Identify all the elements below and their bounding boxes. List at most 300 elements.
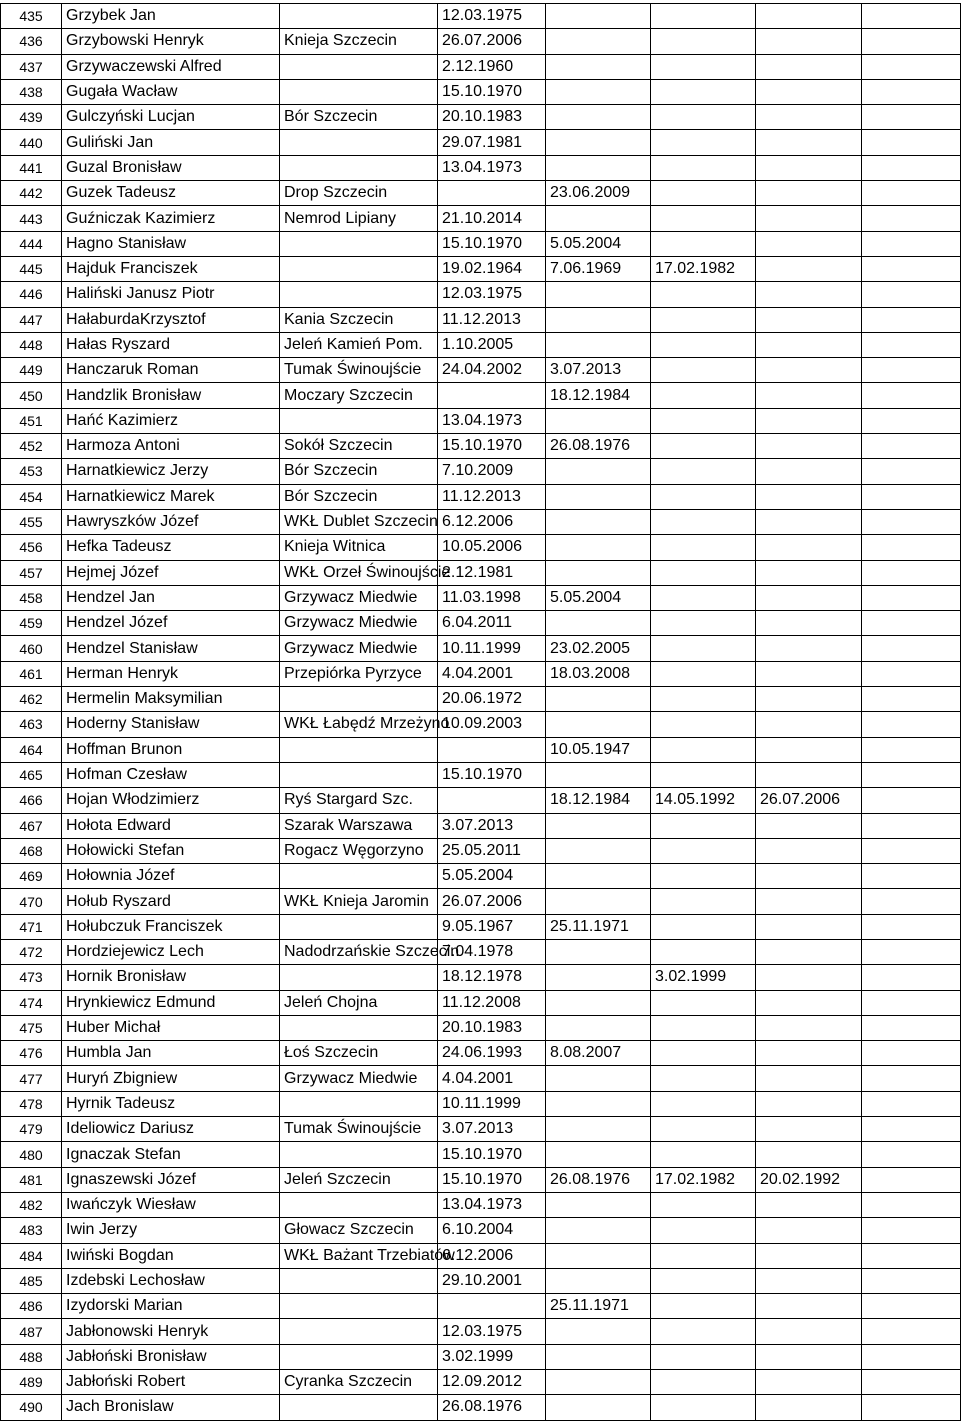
date-5-cell — [862, 889, 961, 914]
date-2-cell — [546, 1091, 651, 1116]
club-name-cell: Jeleń Szczecin — [280, 1167, 438, 1192]
member-name-cell: Herman Henryk — [62, 661, 280, 686]
date-2-cell: 7.06.1969 — [546, 256, 651, 281]
date-1-cell: 24.06.1993 — [438, 1041, 546, 1066]
row-number-cell: 471 — [1, 914, 62, 939]
date-3-cell — [651, 737, 756, 762]
member-name-cell: Hawryszków Józef — [62, 509, 280, 534]
date-4-cell — [756, 990, 862, 1015]
row-number-cell: 469 — [1, 864, 62, 889]
row-number-cell: 441 — [1, 155, 62, 180]
date-4-cell — [756, 585, 862, 610]
member-name-cell: Hołownia Józef — [62, 864, 280, 889]
date-1-cell: 15.10.1970 — [438, 79, 546, 104]
date-5-cell — [862, 1117, 961, 1142]
club-name-cell: Drop Szczecin — [280, 181, 438, 206]
date-1-cell: 26.08.1976 — [438, 1395, 546, 1420]
date-4-cell — [756, 307, 862, 332]
club-name-cell: Knieja Witnica — [280, 535, 438, 560]
table-row — [1, 864, 961, 889]
date-2-cell — [546, 459, 651, 484]
date-1-cell: 29.10.2001 — [438, 1268, 546, 1293]
date-2-cell — [546, 509, 651, 534]
club-name-cell: Nadodrzańskie Szczecin — [280, 939, 438, 964]
date-3-cell — [651, 1066, 756, 1091]
date-3-cell — [651, 484, 756, 509]
club-name-cell — [280, 762, 438, 787]
table-row — [1, 155, 961, 180]
table-row — [1, 636, 961, 661]
table-row — [1, 1268, 961, 1293]
date-4-cell — [756, 965, 862, 990]
row-number-cell: 485 — [1, 1268, 62, 1293]
member-name-cell: Hefka Tadeusz — [62, 535, 280, 560]
date-1-cell: 20.10.1983 — [438, 105, 546, 130]
date-5-cell — [862, 1344, 961, 1369]
row-number-cell: 458 — [1, 585, 62, 610]
date-3-cell — [651, 1319, 756, 1344]
date-2-cell — [546, 889, 651, 914]
member-name-cell: Hrynkiewicz Edmund — [62, 990, 280, 1015]
date-3-cell: 17.02.1982 — [651, 1167, 756, 1192]
date-4-cell — [756, 1192, 862, 1217]
row-number-cell: 475 — [1, 1015, 62, 1040]
date-5-cell — [862, 307, 961, 332]
date-5-cell — [862, 1268, 961, 1293]
table-row — [1, 408, 961, 433]
member-name-cell: Humbla Jan — [62, 1041, 280, 1066]
table-row — [1, 358, 961, 383]
table-row — [1, 965, 961, 990]
member-name-cell: HałaburdaKrzysztof — [62, 307, 280, 332]
date-3-cell — [651, 1117, 756, 1142]
date-1-cell: 12.03.1975 — [438, 4, 546, 29]
date-1-cell: 13.04.1973 — [438, 155, 546, 180]
date-1-cell: 26.07.2006 — [438, 29, 546, 54]
club-name-cell: Knieja Szczecin — [280, 29, 438, 54]
member-name-cell: Harnatkiewicz Marek — [62, 484, 280, 509]
date-2-cell: 18.03.2008 — [546, 661, 651, 686]
club-name-cell — [280, 1091, 438, 1116]
date-1-cell: 5.05.2004 — [438, 864, 546, 889]
date-2-cell: 10.05.1947 — [546, 737, 651, 762]
row-number-cell: 437 — [1, 54, 62, 79]
date-2-cell — [546, 54, 651, 79]
date-4-cell — [756, 1370, 862, 1395]
club-name-cell: Nemrod Lipiany — [280, 206, 438, 231]
row-number-cell: 436 — [1, 29, 62, 54]
date-4-cell — [756, 687, 862, 712]
date-1-cell: 12.09.2012 — [438, 1370, 546, 1395]
date-4-cell — [756, 155, 862, 180]
date-3-cell — [651, 535, 756, 560]
club-name-cell — [280, 155, 438, 180]
table-row — [1, 687, 961, 712]
date-5-cell — [862, 939, 961, 964]
date-4-cell — [756, 762, 862, 787]
member-name-cell: Hajduk Franciszek — [62, 256, 280, 281]
table-row — [1, 509, 961, 534]
date-4-cell — [756, 231, 862, 256]
club-name-cell — [280, 231, 438, 256]
date-2-cell: 26.08.1976 — [546, 1167, 651, 1192]
date-2-cell — [546, 484, 651, 509]
club-name-cell — [280, 864, 438, 889]
club-name-cell: WKŁ Łabędź Mrzeżyno — [280, 712, 438, 737]
member-name-cell: Iwiński Bogdan — [62, 1243, 280, 1268]
row-number-cell: 460 — [1, 636, 62, 661]
table-row — [1, 939, 961, 964]
club-name-cell — [280, 914, 438, 939]
row-number-cell: 438 — [1, 79, 62, 104]
date-2-cell: 3.07.2013 — [546, 358, 651, 383]
club-name-cell — [280, 1268, 438, 1293]
date-2-cell — [546, 4, 651, 29]
date-1-cell: 1.10.2005 — [438, 332, 546, 357]
date-4-cell — [756, 332, 862, 357]
date-5-cell — [862, 358, 961, 383]
date-1-cell: 2.12.1981 — [438, 560, 546, 585]
date-4-cell — [756, 864, 862, 889]
date-1-cell: 15.10.1970 — [438, 762, 546, 787]
date-4-cell — [756, 256, 862, 281]
date-2-cell — [546, 79, 651, 104]
date-4-cell — [756, 914, 862, 939]
date-3-cell — [651, 29, 756, 54]
club-name-cell — [280, 4, 438, 29]
member-name-cell: Guzek Tadeusz — [62, 181, 280, 206]
table-row — [1, 181, 961, 206]
date-3-cell — [651, 105, 756, 130]
row-number-cell: 442 — [1, 181, 62, 206]
date-5-cell — [862, 206, 961, 231]
member-name-cell: Hańć Kazimierz — [62, 408, 280, 433]
member-name-cell: Hałas Ryszard — [62, 332, 280, 357]
row-number-cell: 466 — [1, 788, 62, 813]
date-1-cell: 10.05.2006 — [438, 535, 546, 560]
date-2-cell — [546, 712, 651, 737]
table-row — [1, 838, 961, 863]
date-1-cell: 3.07.2013 — [438, 1117, 546, 1142]
date-2-cell — [546, 864, 651, 889]
date-1-cell: 26.07.2006 — [438, 889, 546, 914]
date-3-cell: 3.02.1999 — [651, 965, 756, 990]
date-5-cell — [862, 54, 961, 79]
date-5-cell — [862, 1243, 961, 1268]
date-4-cell: 26.07.2006 — [756, 788, 862, 813]
member-name-cell: Hoffman Brunon — [62, 737, 280, 762]
date-4-cell — [756, 1243, 862, 1268]
table-row — [1, 1091, 961, 1116]
date-5-cell — [862, 712, 961, 737]
member-name-cell: Handzlik Bronisław — [62, 383, 280, 408]
row-number-cell: 483 — [1, 1218, 62, 1243]
table-row — [1, 914, 961, 939]
date-5-cell — [862, 914, 961, 939]
date-4-cell — [756, 29, 862, 54]
date-3-cell — [651, 1344, 756, 1369]
date-5-cell — [862, 1066, 961, 1091]
date-2-cell — [546, 307, 651, 332]
date-5-cell — [862, 29, 961, 54]
date-3-cell — [651, 1192, 756, 1217]
club-name-cell — [280, 79, 438, 104]
member-name-cell: Jabłoński Bronisław — [62, 1344, 280, 1369]
date-2-cell — [546, 611, 651, 636]
row-number-cell: 440 — [1, 130, 62, 155]
club-name-cell — [280, 1319, 438, 1344]
date-3-cell — [651, 155, 756, 180]
table-row — [1, 1344, 961, 1369]
date-3-cell — [651, 332, 756, 357]
date-1-cell: 15.10.1970 — [438, 434, 546, 459]
date-3-cell — [651, 4, 756, 29]
date-4-cell — [756, 1268, 862, 1293]
date-1-cell: 4.04.2001 — [438, 1066, 546, 1091]
date-4-cell — [756, 1395, 862, 1420]
date-3-cell — [651, 661, 756, 686]
club-name-cell: Tumak Świnoujście — [280, 358, 438, 383]
date-2-cell — [546, 1117, 651, 1142]
table-row — [1, 206, 961, 231]
date-4-cell — [756, 282, 862, 307]
date-2-cell — [546, 1192, 651, 1217]
member-name-cell: Hyrnik Tadeusz — [62, 1091, 280, 1116]
date-2-cell — [546, 206, 651, 231]
member-name-cell: Hermelin Maksymilian — [62, 687, 280, 712]
row-number-cell: 461 — [1, 661, 62, 686]
table-row — [1, 105, 961, 130]
row-number-cell: 488 — [1, 1344, 62, 1369]
date-4-cell — [756, 1091, 862, 1116]
table-row — [1, 813, 961, 838]
date-3-cell — [651, 585, 756, 610]
date-4-cell — [756, 1117, 862, 1142]
date-3-cell — [651, 434, 756, 459]
date-3-cell — [651, 1041, 756, 1066]
date-4-cell — [756, 434, 862, 459]
date-2-cell: 18.12.1984 — [546, 383, 651, 408]
member-name-cell: Iwin Jerzy — [62, 1218, 280, 1243]
table-row — [1, 130, 961, 155]
row-number-cell: 445 — [1, 256, 62, 281]
row-number-cell: 446 — [1, 282, 62, 307]
club-name-cell — [280, 1015, 438, 1040]
date-1-cell — [438, 737, 546, 762]
date-1-cell: 21.10.2014 — [438, 206, 546, 231]
date-3-cell — [651, 206, 756, 231]
date-4-cell — [756, 4, 862, 29]
club-name-cell: Grzywacz Miedwie — [280, 611, 438, 636]
date-3-cell — [651, 712, 756, 737]
date-1-cell — [438, 1294, 546, 1319]
date-5-cell — [862, 231, 961, 256]
date-1-cell: 4.04.2001 — [438, 661, 546, 686]
date-3-cell — [651, 560, 756, 585]
table-row — [1, 1218, 961, 1243]
date-4-cell — [756, 1041, 862, 1066]
table-row — [1, 307, 961, 332]
table-row — [1, 712, 961, 737]
row-number-cell: 447 — [1, 307, 62, 332]
table-row — [1, 788, 961, 813]
date-4-cell — [756, 130, 862, 155]
date-4-cell — [756, 1015, 862, 1040]
member-name-cell: Hendzel Józef — [62, 611, 280, 636]
table-row — [1, 282, 961, 307]
club-name-cell: Przepiórka Pyrzyce — [280, 661, 438, 686]
date-5-cell — [862, 509, 961, 534]
date-5-cell — [862, 155, 961, 180]
member-name-cell: Grzybowski Henryk — [62, 29, 280, 54]
date-1-cell: 15.10.1970 — [438, 231, 546, 256]
date-4-cell — [756, 560, 862, 585]
date-5-cell — [862, 1294, 961, 1319]
table-row — [1, 661, 961, 686]
date-4-cell: 20.02.1992 — [756, 1167, 862, 1192]
date-2-cell — [546, 1370, 651, 1395]
club-name-cell: WKŁ Dublet Szczecin — [280, 509, 438, 534]
table-row — [1, 1192, 961, 1217]
member-name-cell: Izdebski Lechosław — [62, 1268, 280, 1293]
date-1-cell: 7.04.1978 — [438, 939, 546, 964]
date-4-cell — [756, 813, 862, 838]
member-name-cell: Grzywaczewski Alfred — [62, 54, 280, 79]
date-3-cell — [651, 611, 756, 636]
table-row — [1, 1142, 961, 1167]
date-4-cell — [756, 661, 862, 686]
date-4-cell — [756, 636, 862, 661]
member-name-cell: Jach Bronislaw — [62, 1395, 280, 1420]
table-body — [1, 4, 961, 1421]
date-2-cell: 25.11.1971 — [546, 914, 651, 939]
date-4-cell — [756, 1344, 862, 1369]
date-4-cell — [756, 358, 862, 383]
date-1-cell: 15.10.1970 — [438, 1142, 546, 1167]
date-3-cell — [651, 939, 756, 964]
date-3-cell — [651, 1015, 756, 1040]
date-5-cell — [862, 383, 961, 408]
date-5-cell — [862, 434, 961, 459]
table-row — [1, 1370, 961, 1395]
date-5-cell — [862, 838, 961, 863]
date-3-cell — [651, 813, 756, 838]
date-3-cell — [651, 307, 756, 332]
table-row — [1, 54, 961, 79]
date-5-cell — [862, 256, 961, 281]
member-name-cell: Hendzel Jan — [62, 585, 280, 610]
date-5-cell — [862, 737, 961, 762]
table-row — [1, 535, 961, 560]
date-2-cell: 23.06.2009 — [546, 181, 651, 206]
row-number-cell: 455 — [1, 509, 62, 534]
date-2-cell — [546, 282, 651, 307]
date-2-cell — [546, 1243, 651, 1268]
date-1-cell: 11.03.1998 — [438, 585, 546, 610]
table-row — [1, 29, 961, 54]
date-3-cell — [651, 130, 756, 155]
date-1-cell: 11.12.2013 — [438, 484, 546, 509]
member-name-cell: Hołowicki Stefan — [62, 838, 280, 863]
club-name-cell: Bór Szczecin — [280, 105, 438, 130]
date-5-cell — [862, 1015, 961, 1040]
date-1-cell: 10.11.1999 — [438, 636, 546, 661]
date-5-cell — [862, 1319, 961, 1344]
date-1-cell — [438, 181, 546, 206]
date-2-cell: 26.08.1976 — [546, 434, 651, 459]
date-1-cell: 13.04.1973 — [438, 408, 546, 433]
row-number-cell: 484 — [1, 1243, 62, 1268]
date-1-cell: 20.10.1983 — [438, 1015, 546, 1040]
row-number-cell: 444 — [1, 231, 62, 256]
date-3-cell — [651, 990, 756, 1015]
date-1-cell: 13.04.1973 — [438, 1192, 546, 1217]
row-number-cell: 439 — [1, 105, 62, 130]
member-name-cell: Haliński Janusz Piotr — [62, 282, 280, 307]
date-3-cell — [651, 838, 756, 863]
date-3-cell: 17.02.1982 — [651, 256, 756, 281]
date-2-cell — [546, 408, 651, 433]
member-name-cell: Guźniczak Kazimierz — [62, 206, 280, 231]
table-row — [1, 1319, 961, 1344]
club-name-cell — [280, 1344, 438, 1369]
date-1-cell: 6.04.2011 — [438, 611, 546, 636]
date-3-cell — [651, 509, 756, 534]
date-5-cell — [862, 762, 961, 787]
table-row — [1, 1395, 961, 1420]
date-1-cell — [438, 383, 546, 408]
date-4-cell — [756, 1319, 862, 1344]
club-name-cell — [280, 687, 438, 712]
date-3-cell — [651, 282, 756, 307]
club-name-cell: Tumak Świnoujście — [280, 1117, 438, 1142]
date-1-cell: 2.12.1960 — [438, 54, 546, 79]
member-name-cell: Harnatkiewicz Jerzy — [62, 459, 280, 484]
date-4-cell — [756, 1294, 862, 1319]
club-name-cell: Łoś Szczecin — [280, 1041, 438, 1066]
table-row — [1, 585, 961, 610]
date-5-cell — [862, 585, 961, 610]
club-name-cell: WKŁ Orzeł Świnoujście — [280, 560, 438, 585]
date-3-cell — [651, 54, 756, 79]
date-5-cell — [862, 408, 961, 433]
date-1-cell: 19.02.1964 — [438, 256, 546, 281]
club-name-cell — [280, 1192, 438, 1217]
date-2-cell: 23.02.2005 — [546, 636, 651, 661]
row-number-cell: 435 — [1, 4, 62, 29]
row-number-cell: 489 — [1, 1370, 62, 1395]
date-3-cell — [651, 1395, 756, 1420]
date-2-cell — [546, 838, 651, 863]
member-name-cell: Iwańczyk Wiesław — [62, 1192, 280, 1217]
date-3-cell — [651, 181, 756, 206]
table-row — [1, 383, 961, 408]
date-2-cell: 5.05.2004 — [546, 585, 651, 610]
member-name-cell: Hołota Edward — [62, 813, 280, 838]
member-name-cell: Hornik Bronisław — [62, 965, 280, 990]
member-name-cell: Hordziejewicz Lech — [62, 939, 280, 964]
date-2-cell — [546, 965, 651, 990]
member-name-cell: Hołubczuk Franciszek — [62, 914, 280, 939]
date-2-cell: 5.05.2004 — [546, 231, 651, 256]
date-2-cell — [546, 29, 651, 54]
club-name-cell — [280, 1395, 438, 1420]
date-3-cell — [651, 1294, 756, 1319]
table-row — [1, 990, 961, 1015]
date-5-cell — [862, 611, 961, 636]
row-number-cell: 459 — [1, 611, 62, 636]
row-number-cell: 474 — [1, 990, 62, 1015]
